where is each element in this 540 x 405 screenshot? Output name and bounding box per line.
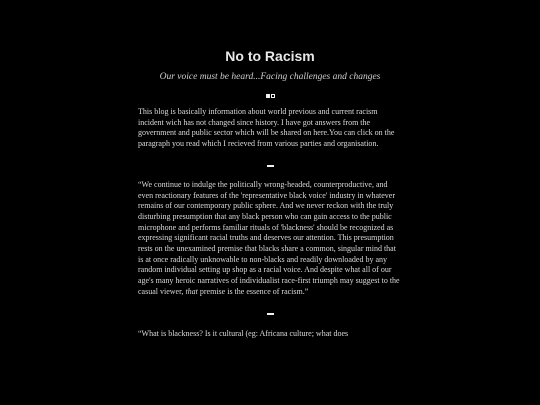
dash-separator-icon: [267, 313, 274, 315]
quote-text-before: “We continue to indulge the politically wrong-headed, counterproductive, and even reactionary features of the 'representative black voice' industry in whatever remains of our contemporary public sphere. And we never reckon with the truly disturbing presumption that any black person who can gain access to the public microphone and performs familiar rituals of 'blackness' should be recognized as expressing significant racial truths and deserves our attention. This presumption rests on the unexamined premise that blacks share a common, singular mind that is at once radically unknowable to non-blacks and readily downloaded by any random individual setting up shop as a racial voice. And despite what all of our age's many heroic narratives of individualist race-first triumph may suggest to the casual viewer,: [138, 179, 400, 296]
quote-emphasis: that: [185, 286, 198, 296]
quote-text-after: premise is the essence of racism.”: [197, 286, 309, 296]
dash-separator-icon: [267, 165, 274, 167]
blog-header: [0, 0, 540, 98]
post-quote-paragraph[interactable]: [138, 180, 403, 298]
square-toggle-icon: [266, 94, 275, 98]
post-intro-paragraph[interactable]: This blog is basically information about world previous and current racism incident wich has not changed since history. I have got answers from the government and public sector which will be shared on here.You can click on the paragraph you read which I recieved from various parties and organisation.: [138, 107, 395, 149]
blog-subtitle: Our voice must be heard...Facing challenges and changes: [159, 72, 381, 82]
blog-title[interactable]: No to Racism: [225, 48, 315, 64]
post-blackness-paragraph[interactable]: “What is blackness? Is it cultural (eg: Africana culture; what does: [138, 328, 349, 338]
post-list: [138, 107, 403, 339]
